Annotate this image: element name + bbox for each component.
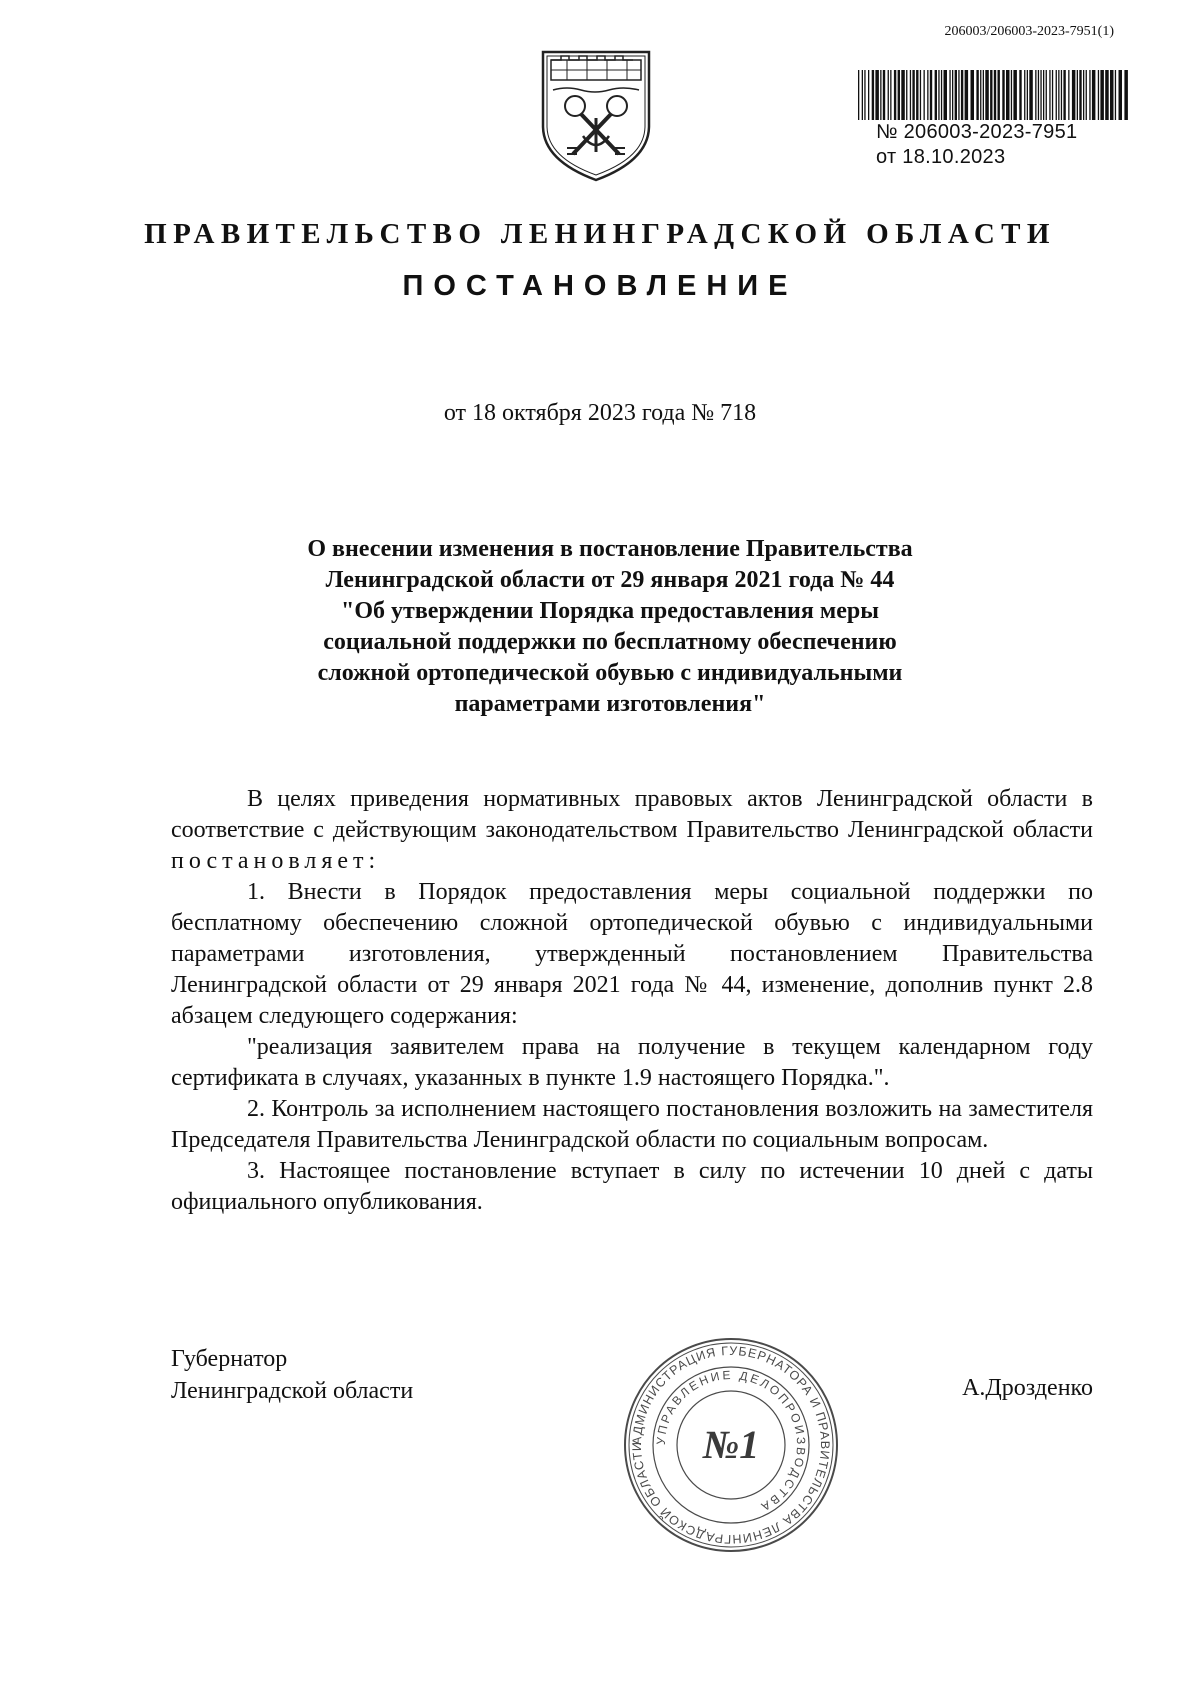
- barcode-bar: [872, 70, 874, 120]
- barcode-bar: [930, 70, 932, 120]
- item-3: 3. Настоящее постановление вступает в силу по истечении 10 дней с даты официального опубликования.: [171, 1158, 1093, 1215]
- barcode-bar: [990, 70, 992, 120]
- barcode-bar: [898, 70, 900, 120]
- subject-line: сложной ортопедической обувью с индивидуальными: [317, 660, 903, 686]
- barcode-bar: [994, 70, 996, 120]
- barcode-bar: [938, 70, 939, 120]
- subject-line: О внесении изменения в постановление Правительства: [307, 536, 913, 562]
- barcode-bar: [985, 70, 989, 120]
- barcode: [858, 70, 1134, 120]
- barcode-bar: [1119, 70, 1123, 120]
- barcode-bar: [910, 70, 911, 120]
- registration-date: от 18.10.2023: [876, 146, 1006, 168]
- barcode-bar: [1105, 70, 1109, 120]
- barcode-bar: [880, 70, 881, 120]
- item-1-quote: "реализация заявителем права на получение в текущем календарном году сертификата в случаях, указанных в пункте 1.9 настоящего Порядка.".: [171, 1034, 1093, 1091]
- subject-line: параметрами изготовления": [454, 691, 766, 717]
- barcode-bar: [1061, 70, 1062, 120]
- stamp-center-number: №1: [702, 1422, 760, 1467]
- barcode-bar: [868, 70, 869, 120]
- barcode-bar: [862, 70, 863, 120]
- barcode-bar: [1013, 70, 1017, 120]
- barcode-bar: [916, 70, 918, 120]
- barcode-bar: [1024, 70, 1025, 120]
- barcode-bar: [894, 70, 896, 120]
- document-date-number: от 18 октября 2023 года № 718: [443, 400, 757, 426]
- barcode-bar: [1029, 70, 1033, 120]
- position-line: Губернатор: [171, 1346, 288, 1372]
- official-stamp: [620, 1334, 842, 1556]
- barcode-bar: [1068, 70, 1069, 120]
- barcode-bar: [901, 70, 905, 120]
- registration-number: № 206003-2023-7951: [876, 121, 1078, 143]
- barcode-bar: [998, 70, 1000, 120]
- barcode-bar: [1100, 70, 1104, 120]
- stamp-outer-text: АДМИНИСТРАЦИЯ ГУБЕРНАТОРА И ПРАВИТЕЛЬСТВА ЛЕНИНГРАДСКОЙ ОБЛАСТИ: [629, 1343, 833, 1547]
- coat-of-arms-icon: [537, 48, 655, 182]
- barcode-bar: [1058, 70, 1059, 120]
- barcode-bar: [1124, 70, 1128, 120]
- barcode-bar: [1040, 70, 1041, 120]
- barcode-bar: [888, 70, 889, 120]
- barcode-bar: [1052, 70, 1053, 120]
- subject-line: Ленинградской области от 29 января 2021 года № 44: [325, 567, 895, 593]
- barcode-bar: [1056, 70, 1057, 120]
- barcode-bar: [920, 70, 921, 120]
- barcode-bar: [980, 70, 981, 120]
- document-type: ПОСТАНОВЛЕНИЕ: [402, 270, 798, 302]
- barcode-bar: [1035, 70, 1036, 120]
- barcode-bar: [1110, 70, 1114, 120]
- barcode-bar: [935, 70, 937, 120]
- barcode-bar: [875, 70, 879, 120]
- barcode-bar: [883, 70, 885, 120]
- barcode-bar: [1077, 70, 1078, 120]
- barcode-bar: [961, 70, 963, 120]
- barcode-bar: [1019, 70, 1021, 120]
- stamp-inner-text: УПРАВЛЕНИЕ ДЕЛОПРОИЗВОДСТВА: [653, 1367, 809, 1515]
- barcode-bar: [927, 70, 928, 120]
- document-body: [171, 784, 1093, 1218]
- barcode-bar: [1043, 70, 1044, 120]
- barcode-bar: [924, 70, 925, 120]
- intro-paragraph: [171, 784, 1093, 877]
- registration-block: [876, 120, 1077, 170]
- barcode-bar: [1083, 70, 1084, 120]
- barcode-bar: [1046, 70, 1047, 120]
- barcode-bar: [944, 70, 948, 120]
- barcode-bar: [912, 70, 914, 120]
- barcode-bar: [971, 70, 975, 120]
- subject-line: социальной поддержки по бесплатному обеспечению: [323, 629, 897, 655]
- barcode-bar: [1063, 70, 1065, 120]
- intro-text: В целях приведения нормативных правовых актов Ленинградской области в соответствие с действующим законодательством Правительство Ленинградской области: [171, 786, 1093, 843]
- barcode-bar: [1086, 70, 1087, 120]
- item-2: 2. Контроль за исполнением настоящего постановления возложить на заместителя Председателя Правительства Ленинградской области по социальным вопросам.: [171, 1096, 1093, 1153]
- barcode-bar: [965, 70, 969, 120]
- barcode-bar: [1038, 70, 1039, 120]
- barcode-bar: [1006, 70, 1010, 120]
- barcode-bar: [906, 70, 907, 120]
- barcode-bar: [1027, 70, 1028, 120]
- barcode-bar: [1049, 70, 1050, 120]
- barcode-bar: [890, 70, 891, 120]
- barcode-bar: [1002, 70, 1004, 120]
- barcode-bar: [983, 70, 984, 120]
- position-line: Ленинградской области: [171, 1378, 414, 1404]
- barcode-bar: [1098, 70, 1099, 120]
- government-title: ПРАВИТЕЛЬСТВО ЛЕНИНГРАДСКОЙ ОБЛАСТИ: [144, 218, 1056, 250]
- barcode-bar: [1011, 70, 1012, 120]
- barcode-bar: [958, 70, 959, 120]
- signatory-position: [171, 1343, 413, 1407]
- barcode-bar: [952, 70, 953, 120]
- barcode-bar: [858, 70, 859, 120]
- barcode-bar: [976, 70, 978, 120]
- barcode-bar: [949, 70, 950, 120]
- barcode-bar: [1089, 70, 1090, 120]
- item-1: 1. Внести в Порядок предоставления меры социальной поддержки по бесплатному обеспечению сложной ортопедической обувью с индивидуальными параметрами изготовления, утвержденный постановлением Правительства Ленинградской области от 29 января 2021 года № 44, изменение, дополнив пункт 2.8 абзацем следующего содержания:: [171, 879, 1093, 1029]
- document-subject: [160, 534, 1060, 720]
- barcode-bar: [941, 70, 942, 120]
- barcode-bar: [1079, 70, 1081, 120]
- barcode-bar: [1092, 70, 1096, 120]
- subject-line: "Об утверждении Порядка предоставления меры: [341, 598, 879, 624]
- barcode-bar: [955, 70, 957, 120]
- barcode-bar: [1115, 70, 1116, 120]
- registry-id: 206003/206003-2023-7951(1): [944, 24, 1114, 39]
- barcode-bar: [864, 70, 865, 120]
- signatory-name: А.Дрозденко: [962, 1375, 1093, 1401]
- resolution-verb: постановляет:: [171, 848, 381, 874]
- barcode-bar: [1072, 70, 1076, 120]
